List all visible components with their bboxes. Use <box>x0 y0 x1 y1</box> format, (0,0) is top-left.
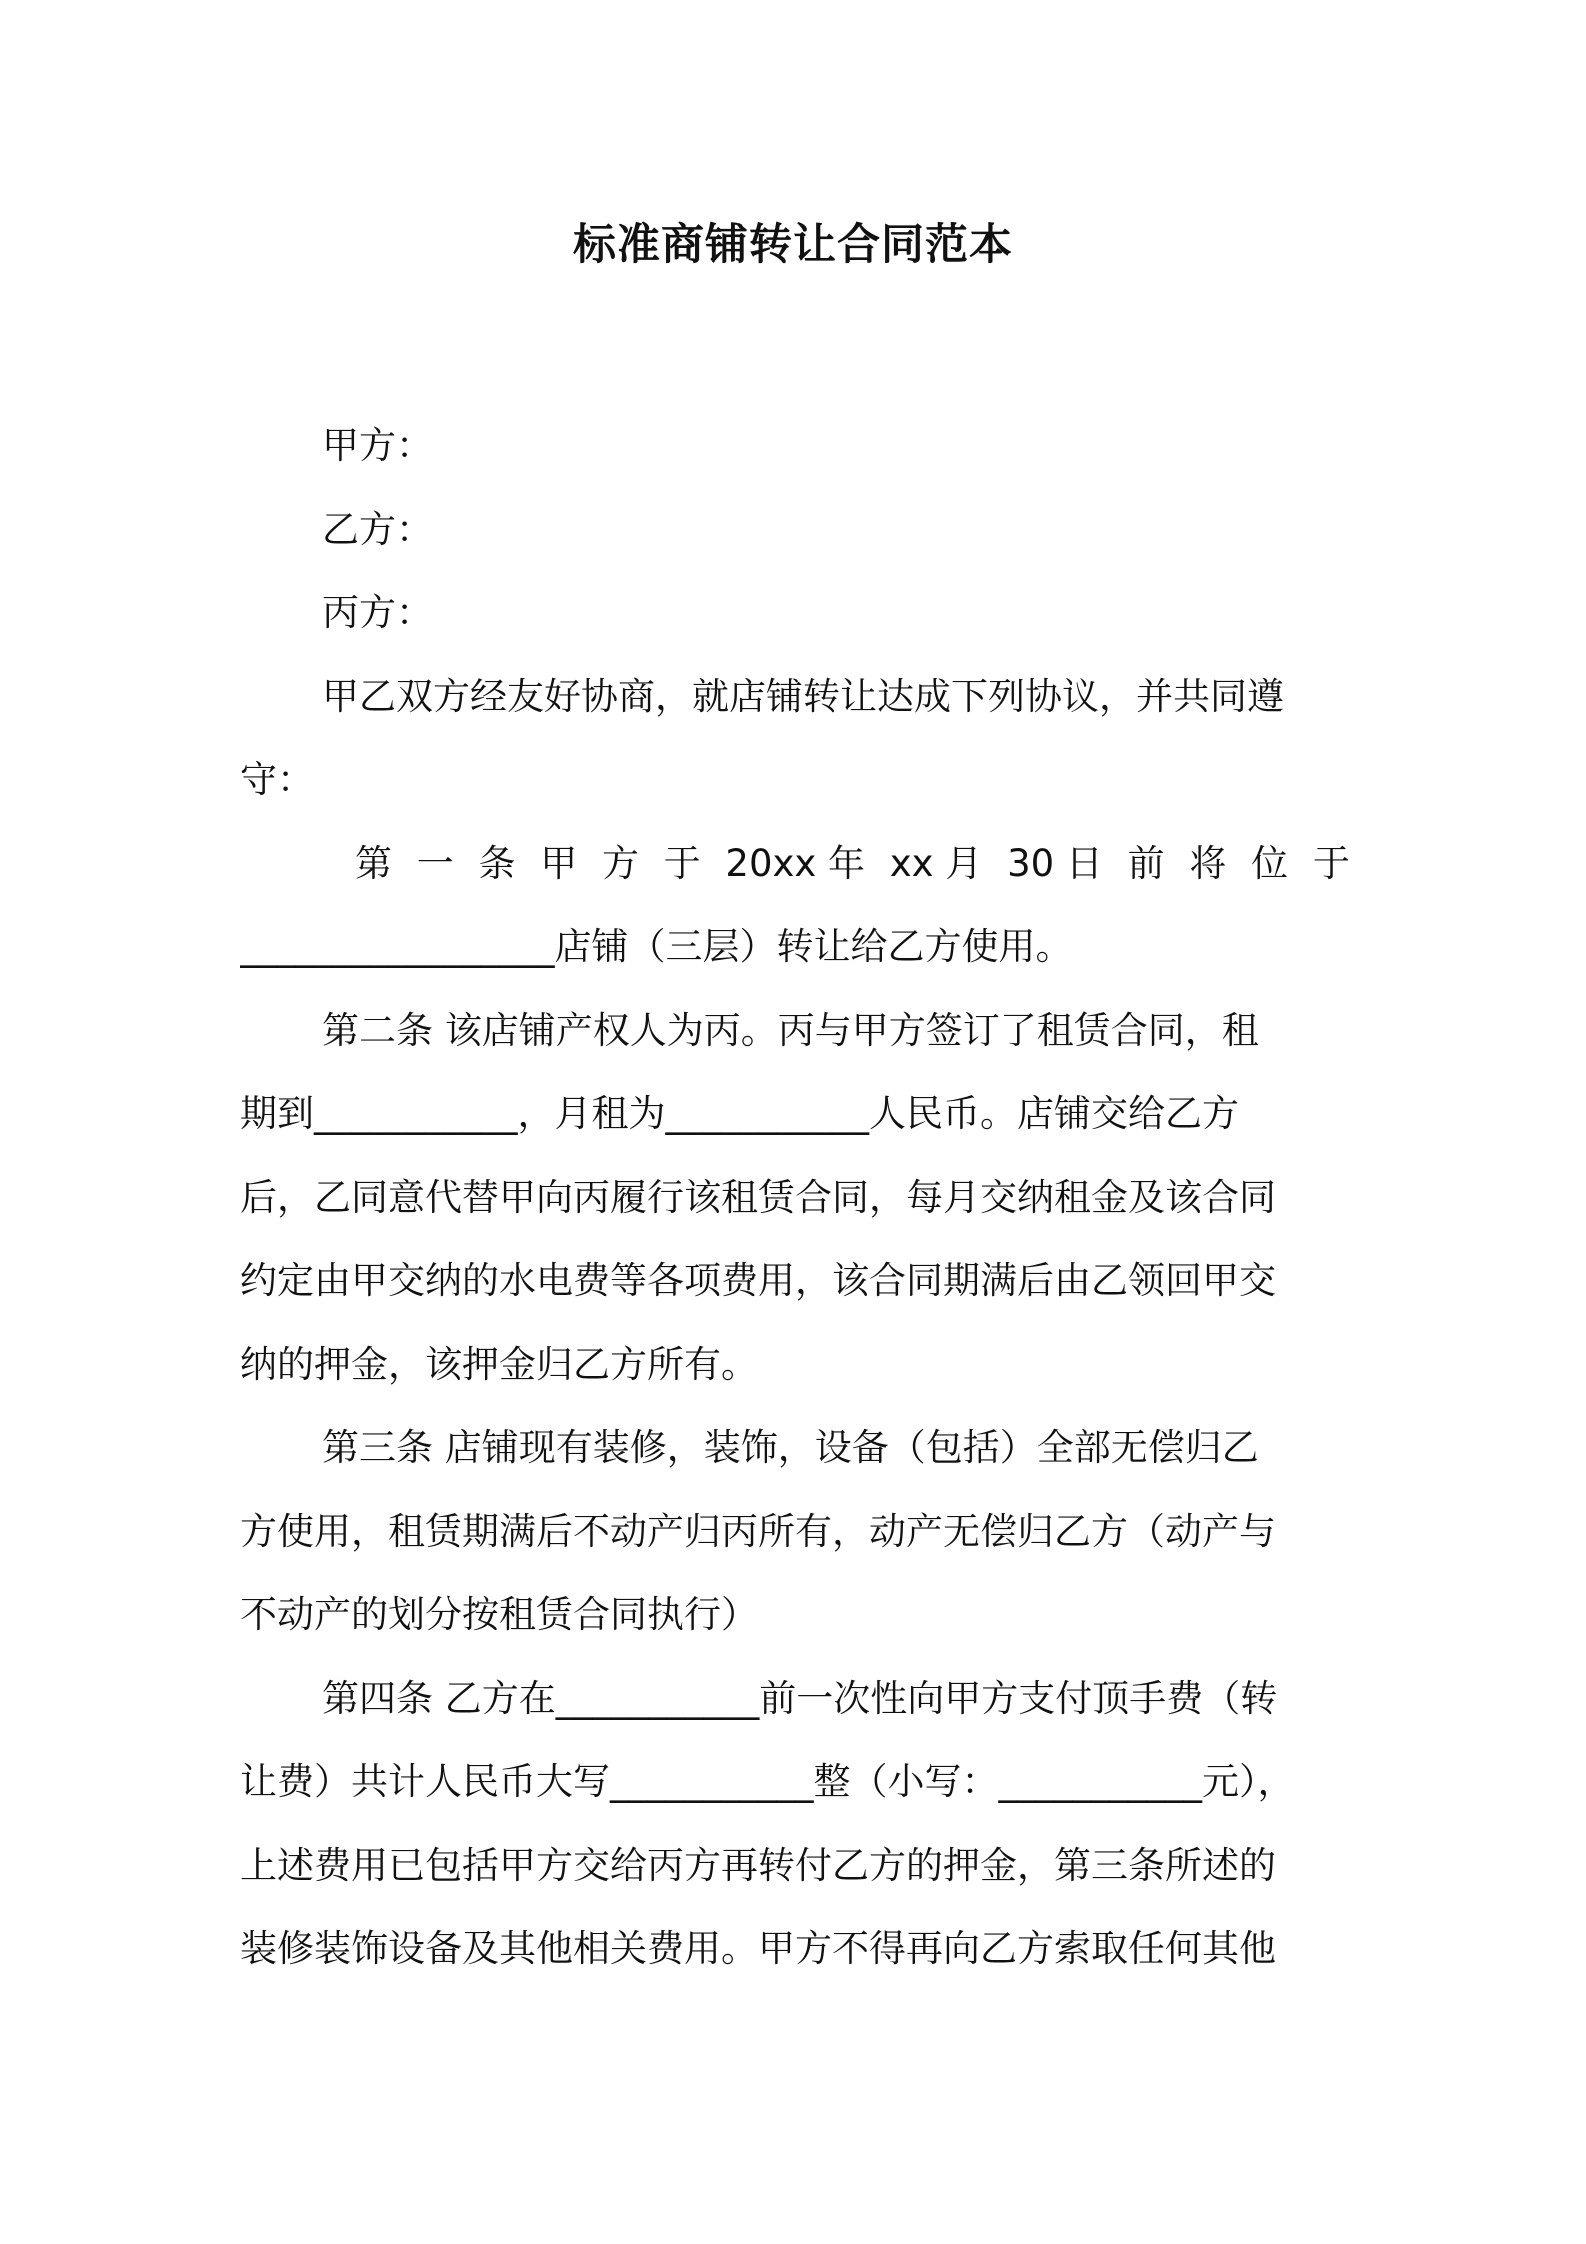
party-c-line: 丙方： <box>322 591 433 634</box>
article-1-part: 方 <box>601 841 639 885</box>
party-b-line: 乙方： <box>322 507 433 551</box>
article-1-part: 于 <box>1312 841 1350 885</box>
article-1-part: 30 日 <box>1007 841 1103 885</box>
article-4-line: 上述费用已包括甲方交给丙方再转付乙方的押金，第三条所述的 <box>240 1843 1276 1887</box>
document-body <box>240 404 1350 1991</box>
article-1-part: 位 <box>1251 841 1289 885</box>
article-1-line <box>240 822 1350 906</box>
article-2-line: 纳的押金，该押金归乙方所有。 <box>240 1342 758 1386</box>
article-2-line: 约定由甲交纳的水电费等各项费用，该合同期满后由乙领回甲交 <box>240 1259 1276 1302</box>
article-4-line: 装修装饰设备及其他相关费用。甲方不得再向乙方索取任何其他 <box>240 1927 1276 1970</box>
article-2-line: 后，乙同意代替甲向丙履行该租赁合同，每月交纳租金及该合同 <box>240 1175 1276 1219</box>
article-1-part: 前 <box>1127 841 1165 885</box>
document-title: 标准商铺转让合同范本 <box>573 220 1013 270</box>
article-1-part: 将 <box>1189 841 1227 885</box>
article-1-part: 一 <box>416 841 454 885</box>
article-3-line: 方使用，租赁期满后不动产归丙所有，动产无偿归乙方（动产与 <box>240 1509 1276 1553</box>
article-1-part: 20xx 年 <box>725 841 866 885</box>
article-1-part: 于 <box>663 841 701 885</box>
article-2-line: 期到___________，月租为___________人民币。店铺交给乙方 <box>240 1092 1239 1135</box>
article-4-line: 让费）共计人民币大写___________整（小写：___________元）， <box>240 1760 1295 1803</box>
intro-line: 守： <box>240 758 314 801</box>
intro-line: 甲乙双方经友好协商，就店铺转让达成下列协议，并共同遵 <box>322 674 1284 718</box>
article-1-part: xx 月 <box>889 841 983 885</box>
article-1-part: 第 <box>355 841 392 885</box>
article-3-line: 第三条 店铺现有装修，装饰，设备（包括）全部无偿归乙 <box>322 1426 1259 1469</box>
article-4-line: 第四条 乙方在___________前一次性向甲方支付顶手费（转 <box>322 1676 1278 1720</box>
article-1-line: _________________店铺（三层）转让给乙方使用。 <box>240 925 1073 968</box>
article-2-line: 第二条 该店铺产权人为丙。丙与甲方签订了租赁合同，租 <box>322 1008 1259 1052</box>
party-a-line: 甲方： <box>322 424 433 467</box>
article-1-part: 甲 <box>540 841 578 885</box>
article-3-line: 不动产的划分按租赁合同执行） <box>240 1593 758 1636</box>
article-1-part: 条 <box>478 841 516 885</box>
